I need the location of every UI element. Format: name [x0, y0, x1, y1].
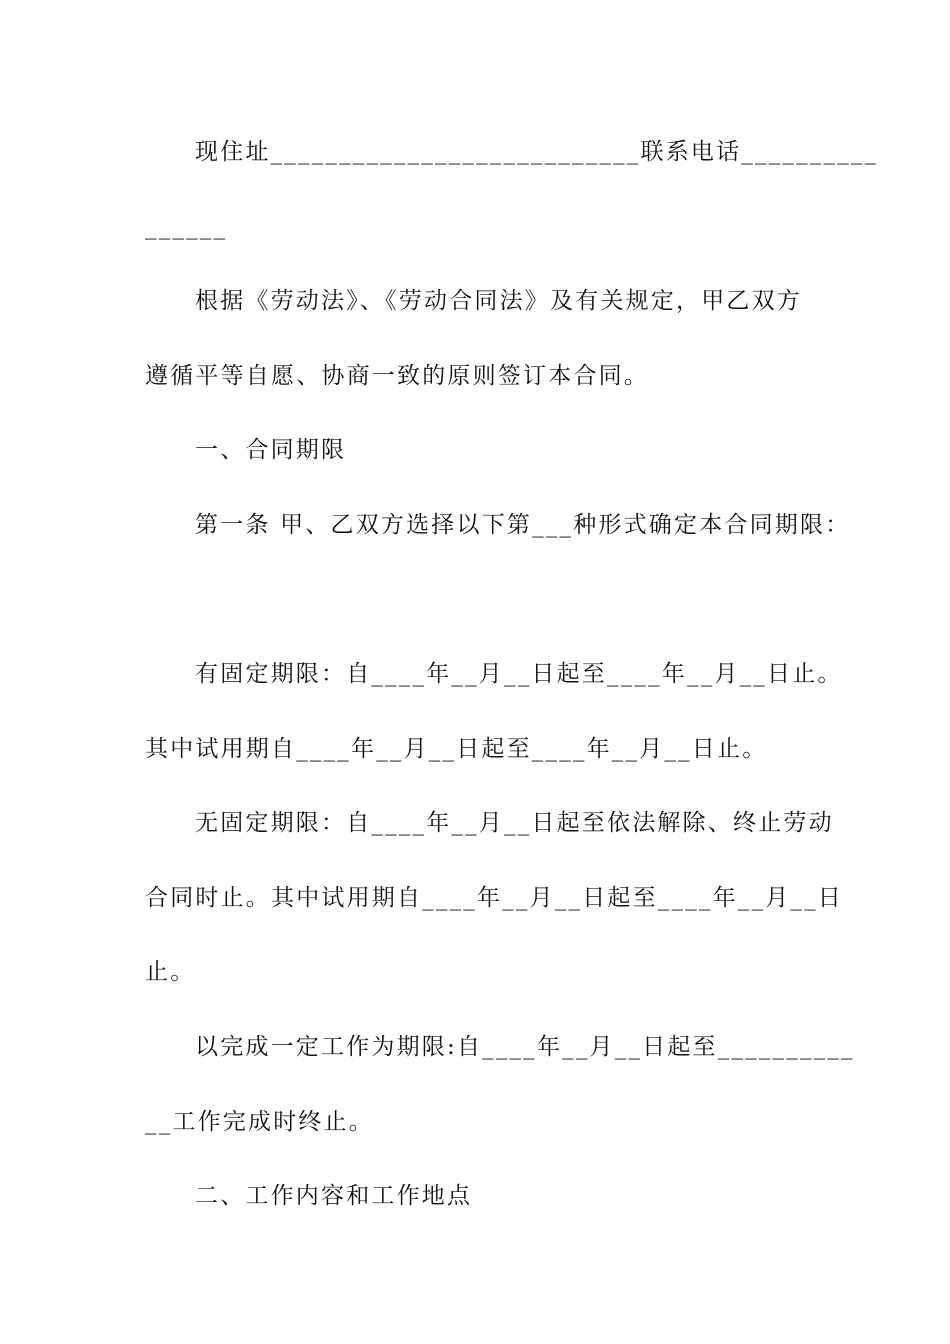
- section-heading-work-content: 二、工作内容和工作地点: [195, 1183, 473, 1209]
- article-one: 第一条 甲、乙双方选择以下第___种形式确定本合同期限：: [195, 512, 851, 538]
- fixed-term-line: 有固定期限：自____年__月__日起至____年__月__日止。: [195, 661, 843, 687]
- open-ended-term-line: 无固定期限：自____年__月__日起至依法解除、终止劳动: [195, 810, 834, 836]
- open-ended-probation-end: 止。: [145, 959, 196, 985]
- open-ended-probation-line: 合同时止。其中试用期自____年__月__日起至____年__月__日: [145, 885, 843, 911]
- preamble-line-2: 遵循平等自愿、协商一致的原则签订本合同。: [145, 363, 649, 389]
- address-phone-line: 现住址___________________________联系电话__________: [195, 139, 879, 165]
- phone-blank-continuation: ______: [145, 214, 228, 240]
- task-based-term-line: 以完成一定工作为期限:自____年__月__日起至__________: [195, 1034, 855, 1060]
- fixed-term-probation-line: 其中试用期自____年__月__日起至____年__月__日止。: [145, 736, 768, 762]
- section-heading-contract-term: 一、合同期限: [195, 437, 347, 463]
- task-based-term-end: __工作完成时终止。: [145, 1109, 374, 1135]
- preamble-line-1: 根据《劳动法》、《劳动合同法》及有关规定，甲乙双方: [195, 288, 802, 314]
